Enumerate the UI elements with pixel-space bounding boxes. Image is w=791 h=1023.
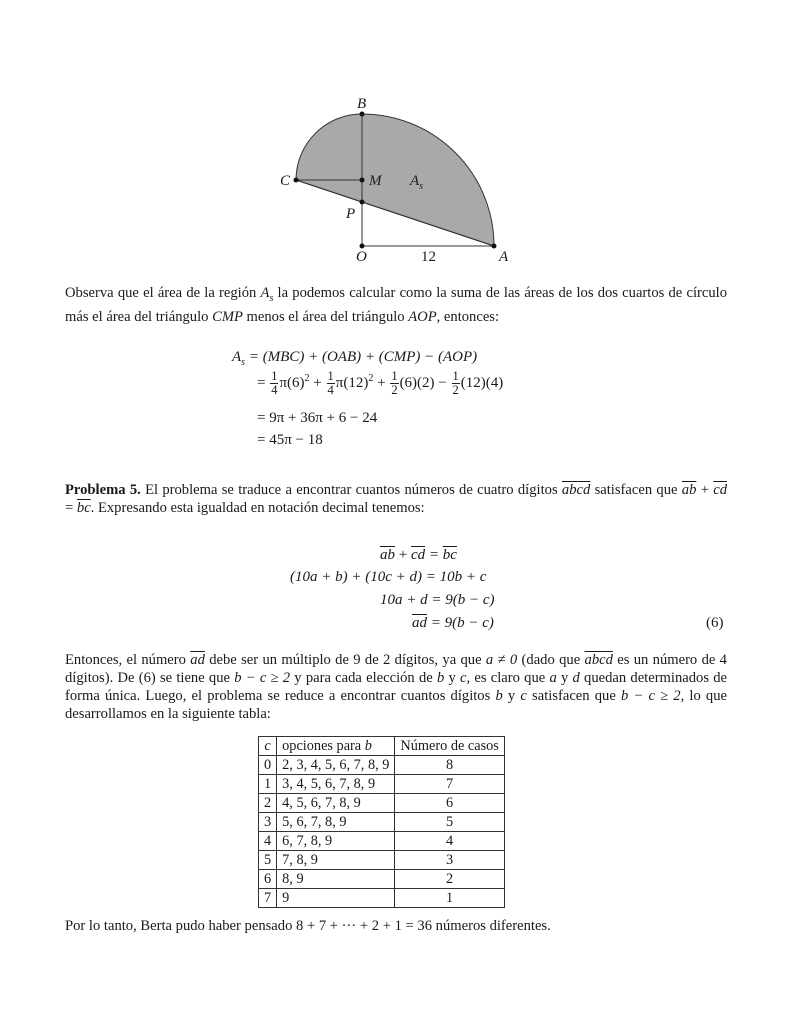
table-row (259, 889, 505, 908)
decimal-eq-row-1: $\overline{ab} + \overline{cd} = \overline{bc}$ (380, 547, 457, 563)
paragraph-analysis: Entonces, el número $\overline{ad}$ debe ser un múltiplo de 9 de 2 dígitos, ya que a ≠ 0 (dado que abcd es un número de 4 dígitos). De (6) se tiene que b − c ≥ 2 y para cada elección de b y c, es claro que a y d quedan determinados de forma única. Luego, el problema se reduce a encontrar cuantos dígitos b y c satisfacen que b − c ≥ 2, lo que desarrollamos en la siguiente tabla: (65, 652, 728, 722)
cell-count: 5 (395, 813, 504, 832)
table-header-row (259, 737, 505, 756)
header-c: c (259, 737, 277, 756)
cell-count: 4 (395, 832, 504, 851)
cell-c: 0 (259, 756, 277, 775)
cell-count: 1 (395, 889, 504, 908)
cell-c: 4 (259, 832, 277, 851)
equation-number-6: (6) (706, 615, 724, 631)
cell-options: 4, 5, 6, 7, 8, 9 (277, 794, 395, 813)
label-A: A (499, 249, 509, 265)
cases-table (258, 736, 505, 908)
cell-options: 6, 7, 8, 9 (277, 832, 395, 851)
cell-c: 3 (259, 813, 277, 832)
cell-options: 5, 6, 7, 8, 9 (277, 813, 395, 832)
label-As: $A_s$ (410, 173, 424, 192)
cell-c: 6 (259, 870, 277, 889)
table-row (259, 756, 505, 775)
label-B: B (357, 96, 367, 112)
cell-count: 3 (395, 851, 504, 870)
area-equation-line4: = 45π − 18 (257, 432, 323, 448)
cell-count: 2 (395, 870, 504, 889)
area-equation-line1: $A_s = (MBC) + (OAB) + (CMP) - (AOP)$ (232, 349, 478, 368)
table-row (259, 813, 505, 832)
cell-count: 8 (395, 756, 504, 775)
cell-options: 8, 9 (277, 870, 395, 889)
decimal-eq-row-4: $\overline{ad} = 9(b - c)$ (412, 615, 494, 631)
decimal-eq-row-3: 10a + d = 9(b − c) (380, 592, 495, 608)
label-C: C (280, 173, 291, 189)
point-P (360, 200, 365, 205)
cell-options: 3, 4, 5, 6, 7, 8, 9 (277, 775, 395, 794)
problem-5-title: Problema 5. (65, 482, 141, 498)
cell-c: 2 (259, 794, 277, 813)
point-A (492, 244, 497, 249)
point-M (360, 178, 365, 183)
cell-options: 7, 8, 9 (277, 851, 395, 870)
table-row (259, 851, 505, 870)
cell-count: 6 (395, 794, 504, 813)
table-row (259, 870, 505, 889)
area-equation-line3: = 9π + 36π + 6 − 24 (257, 410, 378, 426)
cell-options: 9 (277, 889, 395, 908)
cell-c: 7 (259, 889, 277, 908)
point-O (360, 244, 365, 249)
cell-c: 1 (259, 775, 277, 794)
problem-5-statement: Problema 5. El problema se traduce a encontrar cuantos números de cuatro dígitos abcd satisfacen que $\overline{ab} + \overline{cd} = \overline{bc}$. Expresando esta igualdad en notación decimal tenemos: (65, 482, 727, 516)
geometry-figure (0, 0, 791, 275)
label-P: P (346, 206, 356, 222)
label-O: O (356, 249, 367, 265)
header-count: Número de casos (395, 737, 504, 756)
label-M: M (369, 173, 382, 189)
cell-c: 5 (259, 851, 277, 870)
table-row (259, 832, 505, 851)
decimal-eq-row-2: (10a + b) + (10c + d) = 10b + c (290, 569, 487, 585)
conclusion: Por lo tanto, Berta pudo haber pensado 8 + 7 + ··· + 2 + 1 = 36 números diferentes. (65, 918, 551, 934)
table-row (259, 775, 505, 794)
cell-options: 2, 3, 4, 5, 6, 7, 8, 9 (277, 756, 395, 775)
area-equation-line2: = $\frac{1}{4}$ $\pi(6)^2$ + $\frac{1}{4}$ $\pi(12)^2$ + $\frac{1}{2}$ (6)(2) − $\frac{1}{2}$ (12)(4) (257, 369, 504, 397)
label-length-12: 12 (421, 249, 436, 265)
point-C (294, 178, 299, 183)
header-options: opciones para b (277, 737, 395, 756)
table-row (259, 794, 505, 813)
paragraph-area-explanation: Observa que el área de la región $A_s$ la podemos calcular como la suma de las áreas de los dos cuartos de círculo más el área del triángulo CMP menos el área del triángulo AOP, entonces: (65, 285, 728, 325)
cell-count: 7 (395, 775, 504, 794)
